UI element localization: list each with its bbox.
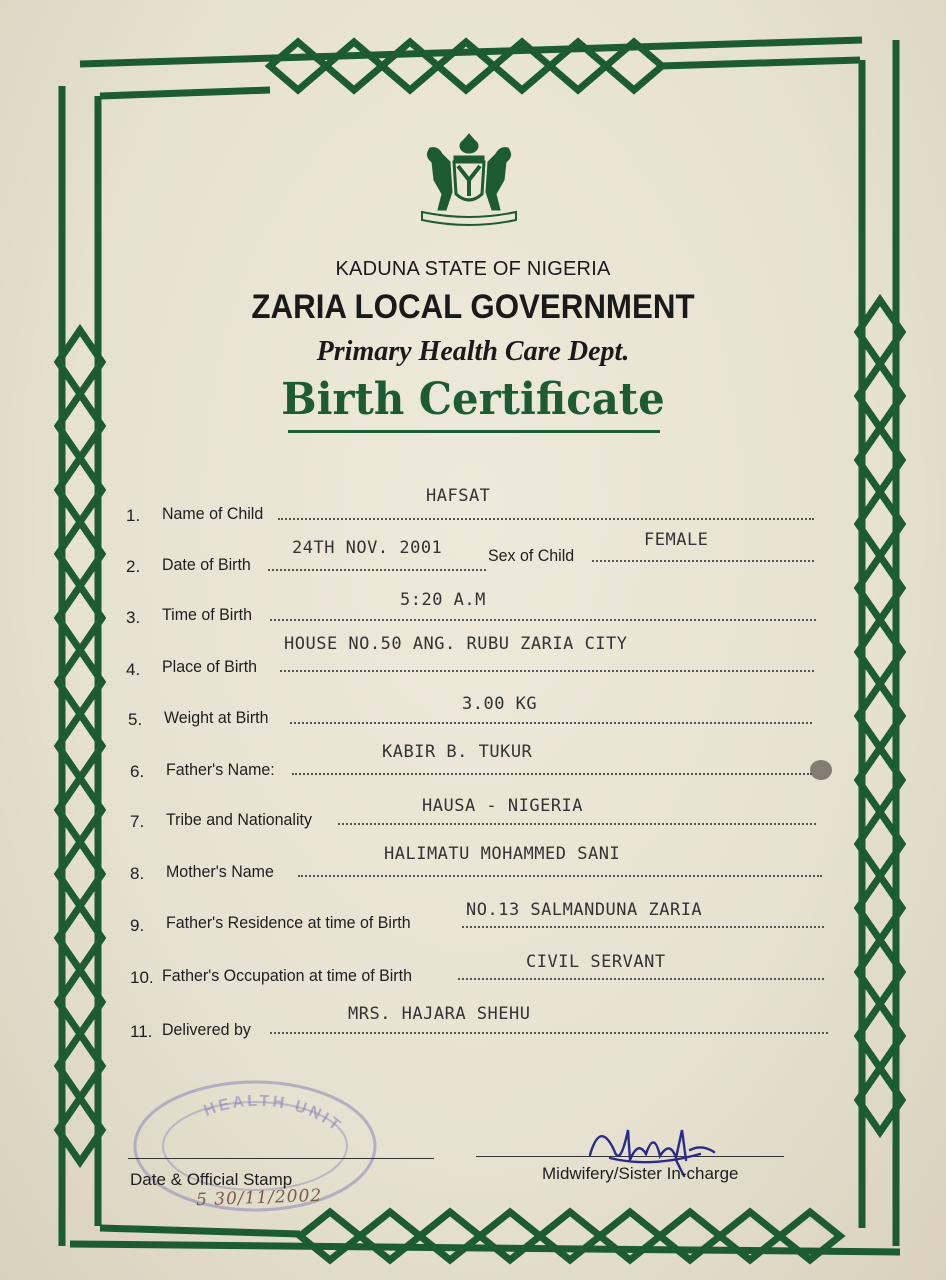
coat-of-arms-icon [412, 132, 526, 232]
field-number: 7. [130, 812, 145, 831]
field-label: Name of Child [162, 504, 264, 523]
field-value-secondary: FEMALE [644, 530, 709, 550]
field-value: 5:20 A.M [400, 590, 486, 610]
dotted-line [592, 560, 814, 562]
field-number: 8. [130, 864, 145, 883]
stamp-text: HEALTH UNIT [201, 1092, 346, 1136]
svg-text:HEALTH UNIT [202, 1093, 346, 1136]
field-value: HALIMATU MOHAMMED SANI [384, 844, 621, 864]
field-number: 11. [130, 1022, 153, 1041]
stamp-label: Date & Official Stamp [130, 1170, 293, 1189]
field-label: Time of Birth [162, 605, 252, 624]
stamp-signature-line [128, 1158, 434, 1159]
field-label: Delivered by [162, 1020, 251, 1039]
border-segment [100, 1228, 300, 1234]
field-number: 3. [126, 608, 141, 627]
field-value: HOUSE NO.50 ANG. RUBU ZARIA CITY [284, 634, 628, 654]
dotted-line [298, 875, 822, 877]
field-label: Weight at Birth [164, 708, 269, 727]
dotted-line [338, 823, 816, 825]
field-value: 3.00 KG [462, 694, 538, 714]
field-number: 1. [126, 506, 141, 525]
dotted-line [292, 773, 812, 775]
dotted-line [278, 518, 814, 520]
ink-blot [810, 760, 832, 780]
dotted-line [462, 926, 824, 928]
dotted-line [270, 1032, 828, 1034]
border-segment [300, 1212, 840, 1260]
field-value: MRS. HAJARA SHEHU [348, 1004, 531, 1024]
handwritten-date: 5 30/11/2002 [195, 1185, 323, 1211]
dotted-line [280, 670, 814, 672]
field-value: CIVIL SERVANT [526, 952, 666, 972]
field-number: 4. [126, 660, 141, 679]
state-name: KADUNA STATE OF NIGERIA [335, 258, 611, 280]
title-underline [288, 430, 660, 433]
local-government-name: ZARIA LOCAL GOVERNMENT [251, 288, 695, 326]
field-number: 10. [130, 968, 154, 987]
field-number: 9. [130, 916, 145, 935]
dotted-line [270, 619, 816, 621]
field-label: Father's Occupation at time of Birth [162, 966, 412, 985]
field-label: Father's Name: [166, 760, 275, 779]
field-label: Mother's Name [166, 862, 274, 881]
border-segment [70, 1244, 900, 1252]
field-value: HAUSA - NIGERIA [422, 796, 584, 816]
department-name: Primary Health Care Dept. [316, 336, 630, 367]
field-value: 24TH NOV. 2001 [292, 538, 443, 558]
field-value: NO.13 SALMANDUNA ZARIA [466, 900, 703, 920]
midwife-label: Midwifery/Sister In-charge [542, 1164, 739, 1183]
field-number: 2. [126, 557, 141, 576]
field-value: KABIR B. TUKUR [382, 742, 533, 762]
field-label: Date of Birth [162, 555, 251, 574]
field-label: Place of Birth [162, 657, 258, 676]
field-label: Tribe and Nationality [166, 810, 312, 829]
field-number: 6. [130, 762, 145, 781]
dotted-line [458, 978, 824, 980]
dotted-line [268, 569, 486, 571]
field-value: HAFSAT [426, 486, 491, 506]
certificate-title: Birth Certificate [281, 374, 665, 425]
dotted-line [290, 722, 812, 724]
field-number: 5. [128, 710, 143, 729]
field-label-secondary: Sex of Child [488, 546, 575, 565]
field-label: Father's Residence at time of Birth [166, 913, 411, 932]
